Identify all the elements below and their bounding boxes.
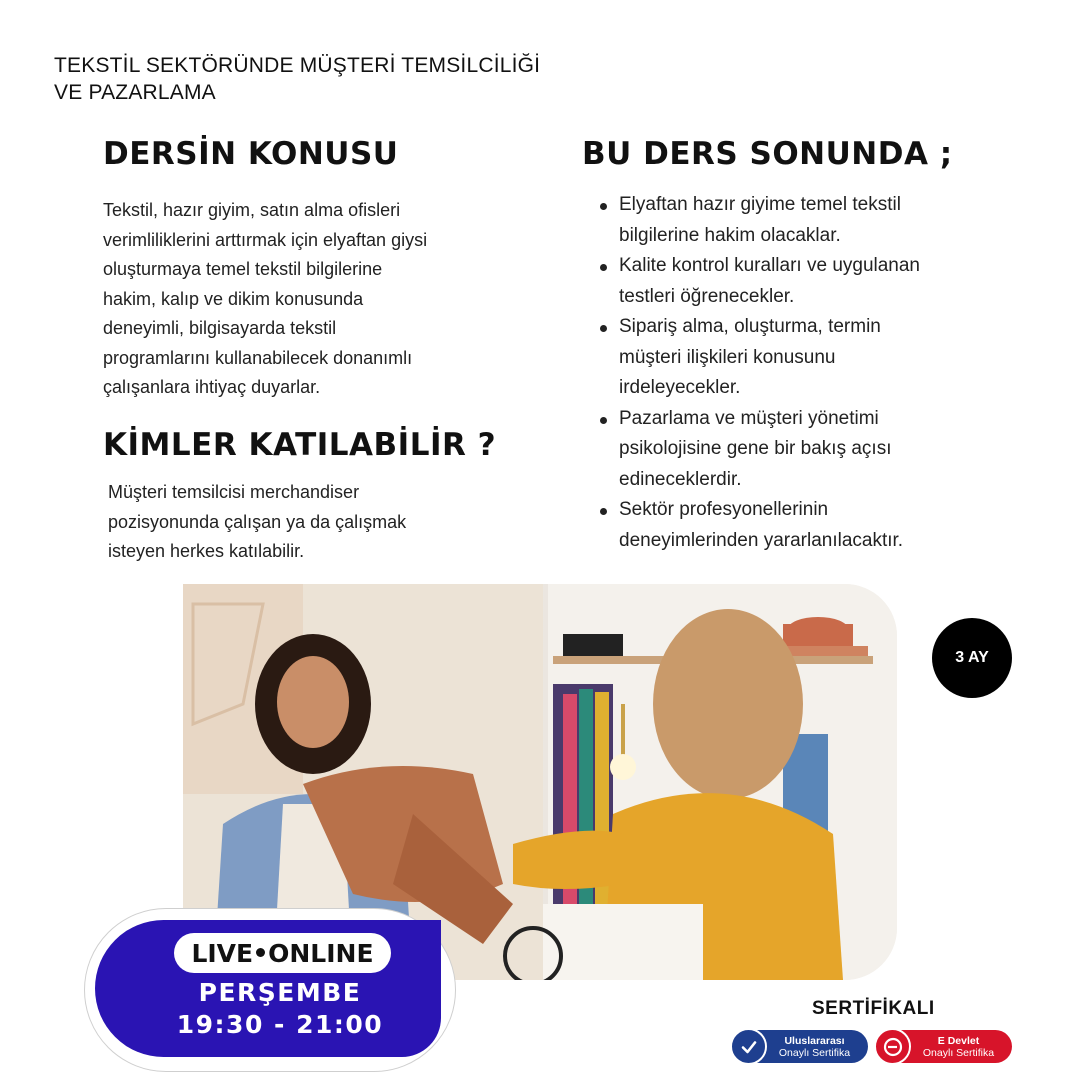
edevlet-certificate-subtitle: Onaylı Sertifika — [922, 1046, 995, 1059]
outcome-item — [598, 251, 998, 312]
e-devlet-logo-icon — [874, 1028, 911, 1065]
outcome-line: deneyimlerinden yararlanılacaktır. — [619, 529, 904, 551]
edevlet-certificate-badge — [876, 1030, 1012, 1063]
international-certificate-badge — [732, 1030, 868, 1063]
course-topic-line: oluşturmaya temel tekstil bilgilerine — [103, 259, 383, 279]
certificate-heading: SERTİFİKALI — [812, 998, 935, 1019]
outcomes-heading: BU DERS SONUNDA ; — [582, 136, 953, 172]
outcome-line: Elyaftan hazır giyime temel tekstil — [619, 194, 901, 215]
outcome-line: müşteri ilişkileri konusunu — [619, 346, 836, 368]
edevlet-certificate-title: E Devlet — [937, 1034, 980, 1047]
who-can-attend-line: isteyen herkes katılabilir. — [108, 541, 305, 561]
who-can-attend-line: Müşteri temsilcisi merchandiser — [108, 482, 360, 502]
international-certificate-text — [767, 1035, 868, 1059]
outcome-item — [598, 312, 998, 404]
outcome-line: testleri öğrenecekler. — [619, 285, 795, 307]
course-topic-text — [103, 196, 523, 403]
course-topic-heading: DERSİN KONUSU — [103, 136, 399, 172]
page-title — [54, 52, 540, 106]
outcome-line: irdeleyecekler. — [619, 377, 741, 398]
outcome-line: psikolojisine gene bir bakış açısı — [619, 438, 892, 459]
international-certificate-title: Uluslararası — [784, 1034, 845, 1047]
outcomes-list — [598, 190, 998, 556]
who-can-attend-heading: KİMLER KATILABİLİR ? — [103, 427, 497, 463]
live-online-tag — [174, 933, 391, 973]
schedule-day: PERŞEMBE — [198, 978, 362, 1007]
course-topic-line: deneyimli, bilgisayarda tekstil — [103, 318, 337, 338]
outcome-line: Sipariş alma, oluşturma, termin — [619, 316, 881, 337]
schedule-time: 19:30 - 21:00 — [176, 1010, 384, 1039]
outcome-line: Sektör profesyonellerinin — [619, 499, 829, 520]
course-topic-line: programlarını kullanabilecek donanımlı — [103, 347, 413, 368]
course-topic-line: Tekstil, hazır giyim, satın alma ofisleri — [103, 200, 401, 220]
dot-icon — [256, 948, 265, 957]
outcome-line: Kalite kontrol kuralları ve uygulanan — [619, 255, 921, 276]
outcome-line: Pazarlama ve müşteri yönetimi — [619, 407, 879, 429]
outcome-item — [598, 404, 998, 496]
outcome-line: bilgilerine hakim olacaklar. — [619, 224, 841, 246]
outcome-item — [598, 495, 998, 556]
duration-badge: 3 AY — [932, 618, 1012, 698]
who-can-attend-text — [108, 478, 508, 567]
page-title-line1: TEKSTİL SEKTÖRÜNDE MÜŞTERİ TEMSİLCİLİĞİ — [54, 54, 541, 77]
outcome-item — [598, 190, 998, 251]
live-label: LIVE — [191, 938, 254, 968]
outcome-line: edineceklerdir. — [619, 468, 742, 490]
online-label: ONLINE — [268, 938, 374, 968]
course-topic-line: çalışanlara ihtiyaç duyarlar. — [103, 377, 321, 397]
course-topic-line: verimliliklerini arttırmak için elyaftan giysi — [103, 229, 428, 250]
edevlet-certificate-text — [911, 1035, 1012, 1059]
check-icon — [730, 1028, 767, 1065]
who-can-attend-line: pozisyonunda çalışan ya da çalışmak — [108, 511, 407, 532]
course-topic-line: hakim, kalıp ve dikim konusunda — [103, 288, 364, 309]
international-certificate-subtitle: Onaylı Sertifika — [778, 1046, 851, 1059]
page-title-line2: VE PAZARLAMA — [54, 81, 216, 104]
